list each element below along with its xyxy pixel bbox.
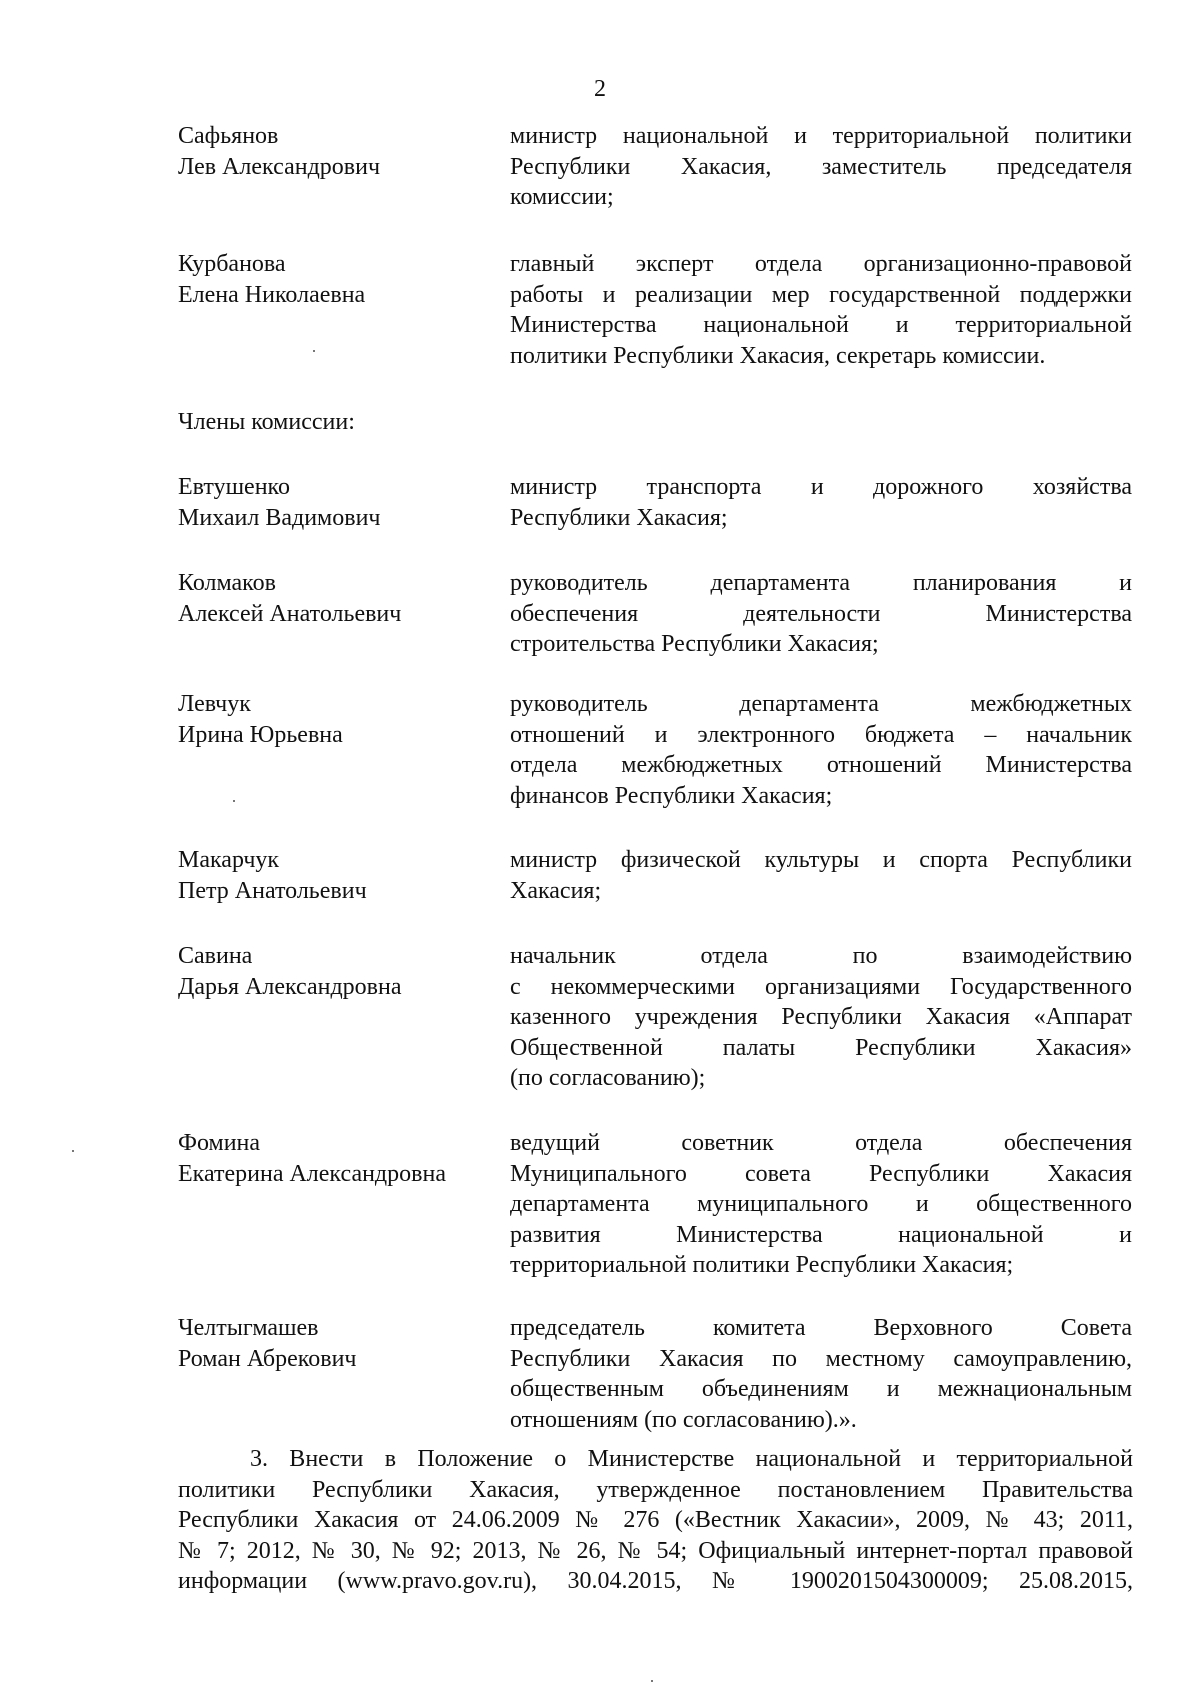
role-line: Муниципального совета Республики Хакасия <box>510 1160 1132 1187</box>
member-given-names: Лев Александрович <box>178 153 381 180</box>
member-surname: Челтыгмашев <box>178 1315 319 1341</box>
role-line: руководитель департамента планирования и <box>510 570 1132 596</box>
role-line: Общественной палаты Республики Хакасия» <box>510 1034 1132 1061</box>
paragraph-line: информации (www.pravo.gov.ru), 30.04.2015, № 1900201504300009; 25.08.2015, <box>178 1568 1133 1594</box>
role-line: строительства Республики Хакасия; <box>510 631 879 657</box>
member-role <box>510 472 1132 533</box>
role-line: руководитель департамента межбюджетных <box>510 691 1132 717</box>
role-line: Республики Хакасия по местному самоуправлению, <box>510 1345 1132 1372</box>
member-given-names: Алексей Анатольевич <box>178 600 402 627</box>
member-name <box>178 568 478 629</box>
paragraph-line: 3. Внести в Положение о Министерстве национальной и территориальной <box>250 1446 1133 1472</box>
member-given-names: Елена Николаевна <box>178 281 366 308</box>
role-line: отношений и электронного бюджета – начальник <box>510 721 1132 748</box>
member-role <box>510 1128 1132 1281</box>
role-line: ведущий советник отдела обеспечения <box>510 1130 1132 1156</box>
role-line: казенного учреждения Республики Хакасия «Аппарат <box>510 1004 1132 1030</box>
member-name <box>178 689 478 750</box>
member-surname: Сафьянов <box>178 123 279 149</box>
role-line: председатель комитета Верховного Совета <box>510 1315 1132 1341</box>
role-line: с некоммерческими организациями Государственного <box>510 973 1132 1000</box>
scan-speck <box>313 350 315 352</box>
member-surname: Савина <box>178 943 253 969</box>
role-line: начальник отдела по взаимодействию <box>510 943 1132 969</box>
role-line: отношениям (по согласованию).». <box>510 1406 857 1433</box>
member-role <box>510 941 1132 1094</box>
member-name <box>178 472 478 533</box>
member-surname: Левчук <box>178 691 251 717</box>
role-line: развития Министерства национальной и <box>510 1221 1132 1248</box>
role-line: Хакасия; <box>510 877 602 904</box>
role-line: работы и реализации мер государственной поддержки <box>510 281 1132 308</box>
role-line: Республики Хакасия, заместитель председателя <box>510 153 1132 180</box>
member-role <box>510 249 1132 371</box>
member-name <box>178 121 478 182</box>
paragraph-line: Республики Хакасия от 24.06.2009 № 276 («Вестник Хакасии», 2009, № 43; 2011, <box>178 1507 1133 1533</box>
member-surname: Курбанова <box>178 251 286 277</box>
member-surname: Макарчук <box>178 847 280 873</box>
scan-speck <box>72 1150 74 1152</box>
page-number: 2 <box>594 76 606 102</box>
amendment-paragraph <box>178 1444 1133 1597</box>
member-surname: Колмаков <box>178 570 276 596</box>
member-role <box>510 121 1132 213</box>
role-line: комиссии; <box>510 184 614 210</box>
paragraph-line: политики Республики Хакасия, утвержденное постановлением Правительства <box>178 1476 1133 1503</box>
member-name <box>178 1313 478 1374</box>
member-name <box>178 249 478 310</box>
member-surname: Евтушенко <box>178 474 290 500</box>
member-role <box>510 568 1132 660</box>
member-role <box>510 845 1132 906</box>
scan-speck <box>233 800 235 802</box>
paragraph-line: № 7; 2012, № 30, № 92; 2013, № 26, № 54; Официальный интернет-портал правовой <box>178 1537 1133 1564</box>
member-given-names: Дарья Александровна <box>178 973 402 1000</box>
role-line: главный эксперт отдела организационно-правовой <box>510 251 1132 277</box>
role-line: министр физической культуры и спорта Республики <box>510 847 1132 873</box>
member-name <box>178 941 478 1002</box>
member-given-names: Ирина Юрьевна <box>178 721 343 748</box>
role-line: обеспечения деятельности Министерства <box>510 600 1132 627</box>
role-line: министр национальной и территориальной политики <box>510 123 1132 149</box>
role-line: министр транспорта и дорожного хозяйства <box>510 474 1132 500</box>
member-role <box>510 689 1132 811</box>
role-line: Республики Хакасия; <box>510 504 728 531</box>
member-given-names: Михаил Вадимович <box>178 504 381 531</box>
member-role <box>510 1313 1132 1435</box>
scan-speck <box>651 1680 653 1682</box>
role-line: финансов Республики Хакасия; <box>510 782 833 809</box>
members-heading: Члены комиссии: <box>178 409 355 435</box>
role-line: территориальной политики Республики Хакасия; <box>510 1252 1014 1278</box>
member-given-names: Екатерина Александровна <box>178 1160 446 1187</box>
role-line: департамента муниципального и общественного <box>510 1191 1132 1217</box>
role-line: общественным объединениям и межнациональным <box>510 1376 1132 1402</box>
role-line: (по согласованию); <box>510 1065 706 1091</box>
role-line: Министерства национальной и территориальной <box>510 312 1132 338</box>
member-name <box>178 845 478 906</box>
member-surname: Фомина <box>178 1130 261 1156</box>
member-name <box>178 1128 478 1189</box>
role-line: политики Республики Хакасия, секретарь комиссии. <box>510 342 1046 369</box>
member-given-names: Петр Анатольевич <box>178 877 367 904</box>
role-line: отдела межбюджетных отношений Министерства <box>510 752 1132 778</box>
member-given-names: Роман Абрекович <box>178 1345 357 1372</box>
